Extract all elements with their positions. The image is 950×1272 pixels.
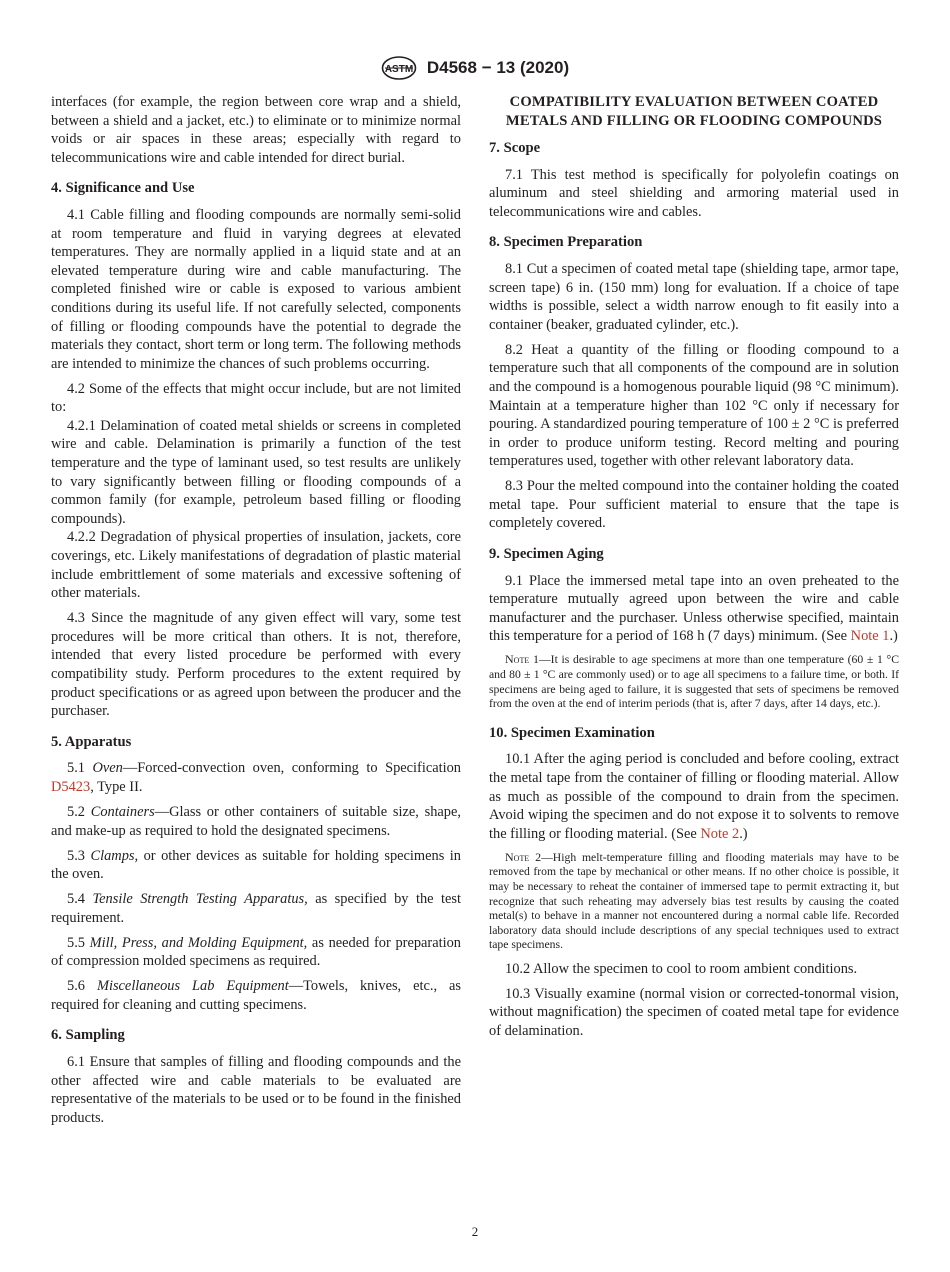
paragraph-5-1-term: Oven (92, 760, 123, 777)
section-title: COMPATIBILITY EVALUATION BETWEEN COATED METALS AND FILLING OR FLOODING COMPOUNDS (505, 94, 883, 129)
paragraph-5-2 (51, 803, 461, 840)
page-header (0, 56, 950, 82)
note-1-link[interactable]: Note 1 (850, 628, 890, 645)
paragraph-5-1 (51, 759, 461, 796)
paragraph-8-2: 8.2 Heat a quantity of the filling or flooding compound to a temperature such that all components of the compound are in solution and the compound is a homogenous pourable liquid (98 °C minimum). Maintain at a temperature higher than 102 °C only if necessary for pouring. A standardized pouring temperature of 100 ± 2 °C is preferred in order to produce uniform testing. Record melting and pouring temperatures used, together with other relevant laboratory data. (489, 341, 899, 470)
paragraph-6-1: 6.1 Ensure that samples of filling and flooding compounds and the other affected wire and cable materials to be evaluated are representative of the materials to be used or to be found in the finished products. (51, 1054, 461, 1126)
section-9-heading: 9. Specimen Aging (489, 546, 604, 563)
paragraph-5-2-number: 5.2 (67, 803, 85, 820)
paragraph-5-6 (51, 977, 461, 1014)
document-designation: D4568 − 13 (2020) (426, 58, 570, 77)
page-number: 2 (471, 1224, 479, 1239)
section-4-heading: 4. Significance and Use (51, 180, 195, 197)
paragraph-4-2-2: 4.2.2 Degradation of physical properties of insulation, jackets, core coverings, etc. Likely manifestations of degradation of plastic material include embrittlement of some materials and excessive softening of other materials. (51, 529, 461, 602)
paragraph-5-2-text: —Glass or other containers of suitable size, shape, and make-up as required to hold the designated specimens. (51, 803, 461, 839)
paragraph-5-3-term: Clamps, (90, 847, 139, 864)
section-6-heading: 6. Sampling (51, 1027, 125, 1044)
right-column (489, 93, 899, 1047)
paragraph-5-5-text: as needed for preparation of compression molded specimens as required. (51, 934, 461, 970)
paragraph-10-3: 10.3 Visually examine (normal vision or corrected-tonormal vision, without magnification) the specimen of coated metal tape for evidence of delamination. (489, 985, 899, 1040)
note-2 (489, 850, 899, 953)
d5423-link[interactable]: D5423 (51, 778, 91, 795)
intro-paragraph: interfaces (for example, the region between core wrap and a shield, between a shield and a jacket, etc.) to eliminate or to minimize normal voids or air spaces in these areas; especially with regard to telecommunications wire and cable intended for direct burial. (51, 94, 461, 166)
paragraph-9-1-tail: .) (889, 628, 898, 645)
paragraph-5-3 (51, 847, 461, 884)
astm-logo-icon (381, 56, 417, 80)
section-7-heading: 7. Scope (489, 140, 541, 156)
paragraph-10-1 (489, 750, 899, 843)
section-8-heading: 8. Specimen Preparation (489, 234, 643, 251)
paragraph-8-3: 8.3 Pour the melted compound into the container holding the coated metal tape. Pour sufficient material to ensure that the tape is completely covered. (489, 478, 899, 532)
paragraph-5-2-term: Containers (90, 803, 155, 820)
paragraph-10-2: 10.2 Allow the specimen to cool to room ambient conditions. (505, 960, 858, 977)
paragraph-5-1-text: —Forced-convection oven, conforming to Specification (122, 760, 461, 777)
section-10-heading: 10. Specimen Examination (489, 724, 655, 741)
logo-text: ASTM (384, 64, 414, 75)
paragraph-5-1-number: 5.1 (67, 760, 85, 777)
paragraph-5-4-text: as specified by the test requirement. (51, 891, 461, 926)
paragraph-5-5-number: 5.5 (67, 934, 85, 951)
paragraph-5-4-number: 5.4 (67, 891, 85, 908)
paragraph-10-1-text: 10.1 After the aging period is concluded and before cooling, extract the metal tape from the container of filling or flooding material. Allow as much as possible of the compound to drain from the specimen. Avoid wiping the specimen and do not expose it to solvents to remove the filling or flooding material. (See (489, 751, 899, 842)
paragraph-5-3-text: or other devices as suitable for holding specimens in the oven. (51, 847, 461, 883)
paragraph-9-1-text: 9.1 Place the immersed metal tape into an oven preheated to the temperature mutually agreed upon between the wire and cable manufacturer and the purchaser. Unless otherwise specified, maintain this temperature for a period of 168 h (7 days) minimum. (See (489, 572, 899, 645)
left-column (51, 93, 461, 1134)
paragraph-4-2-1: 4.2.1 Delamination of coated metal shields or screens in completed wire and cable. Delamination is primarily a function of the test temperature and the type of laminant used, so test results are unlikely to vary significantly between filling or flooding compounds of a common family (for example, petroleum based filling or flooding compounds). (51, 417, 461, 527)
paragraph-9-1 (489, 572, 899, 646)
paragraph-4-1: 4.1 Cable filling and flooding compounds are normally semi-solid at room temperature and fluid in varying degrees at elevated temperatures. They are normally applied in a liquid state and at an elevated temperature during wire and cable manufacturing. The completed finished wire or cable is exposed to various ambient conditions during its useful life. If not carefully selected, components of filling or flooding compounds have the potential to degrade the materials they contact, short term or long term. The following methods are intended to minimize the chances of such problems occurring. (51, 206, 461, 372)
paragraph-5-5-term: Mill, Press, and Molding Equipment, (89, 934, 308, 951)
paragraph-5-6-text: —Towels, knives, etc., as required for cleaning and cutting specimens. (51, 978, 461, 1013)
paragraph-5-1-tail: , Type II. (90, 778, 143, 795)
paragraph-4-3: 4.3 Since the magnitude of any given effect will vary, some test procedures will be more critical than others. It is not, therefore, intended that every listed procedure be performed with every compatibility study. Perform procedures to the extent required by product specifications or as agreed upon between the producer and the purchaser. (51, 610, 461, 720)
paragraph-7-1: 7.1 This test method is specifically for polyolefin coatings on aluminum and steel shielding and armoring material used in telecommunications wire and cables. (489, 166, 899, 220)
paragraph-5-4 (51, 890, 461, 927)
paragraph-5-6-number: 5.6 (67, 978, 85, 995)
note-1 (489, 652, 899, 711)
paragraph-10-1-tail: .) (739, 825, 748, 842)
paragraph-5-5 (51, 934, 461, 971)
paragraph-5-3-number: 5.3 (67, 847, 85, 864)
section-5-heading: 5. Apparatus (51, 733, 132, 750)
paragraph-4-2: 4.2 Some of the effects that might occur include, but are not limited to: (51, 380, 461, 416)
note-2-link[interactable]: Note 2 (700, 825, 740, 842)
note-2-label: Note 2 (505, 849, 542, 864)
paragraph-5-6-term: Miscellaneous Lab Equipment (96, 978, 289, 995)
note-1-text: —It is desirable to age specimens at more than one temperature (60 ± 1 °C and 80 ± 1 °C are commonly used) or to age all specimens to a failure time, or both. If specimens are being aged to failure, it is suggested that sets of specimens be removed from the oven at the end of interim periods (that is, after 7 days, after 14 days, etc.). (489, 653, 899, 711)
paragraph-8-1: 8.1 Cut a specimen of coated metal tape (shielding tape, armor tape, screen tape) 6 in. (150 mm) long for evaluation. If a choice of tape widths is possible, select a width narrow enough to fit easily into a container (beaker, graduated cylinder, etc.). (489, 260, 899, 333)
note-2-text: —High melt-temperature filling and flooding materials may have to be removed from the tape by mechanical or other means. If no other choice is possible, it may be necessary to reheat the container of immersed tape to permit extracting it, but recognize that such reheating may adversely bias test results by causing the coated metal(s) to behave in a manner not encountered during a normal cable life. Recorded laboratory data should include descriptions of any special techniques used to extract tape specimens. (489, 850, 899, 952)
note-1-label: Note 1 (505, 652, 539, 667)
paragraph-5-4-term: Tensile Strength Testing Apparatus, (92, 891, 308, 908)
